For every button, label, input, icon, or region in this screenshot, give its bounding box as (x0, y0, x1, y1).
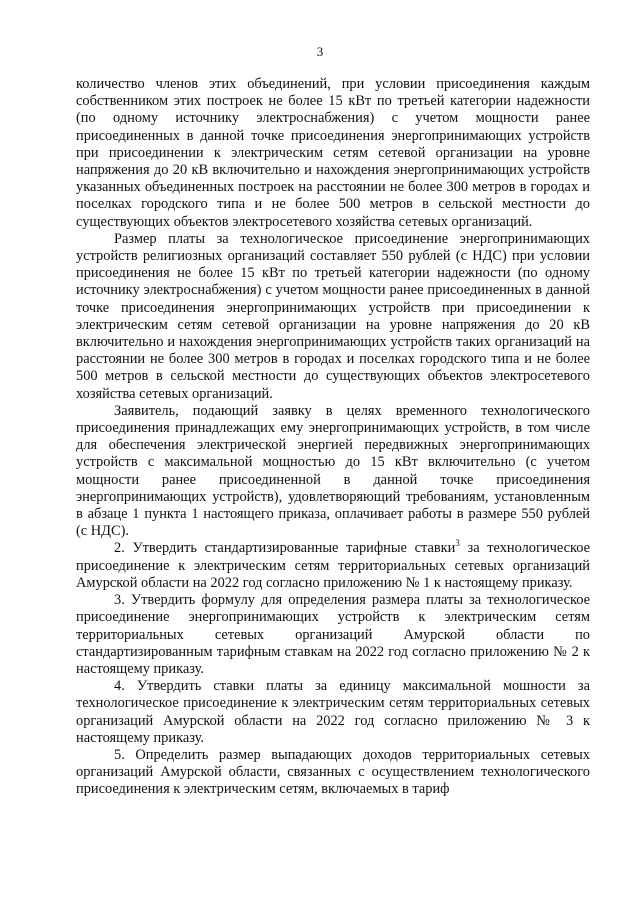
paragraph-continuation: количество членов этих объединений, при условии присоединения каждым собственником этих построек не более 15 кВт по третьей категории надежности (по одному источнику электроснабжения) с учетом мощности ранее присоединенных в данной точке присоединения энергопринимающих устройств при присоединении к электрическим сетям сетевой организации на уровне напряжения до 20 кВ включительно и нахождения энергопринимающих устройств указанных объединенных построек на расстоянии не более 300 метров в городах и поселках городского типа и не более 500 метров в сельской местности до существующих объектов электросетевого хозяйства сетевых организаций. (76, 76, 590, 230)
paragraph-temporary-connection-fee: Заявитель, подающий заявку в целях временного технологического присоединения принадлежащих ему энергопринимающих устройств, в том числе для обеспечения электрической энергией передвижных энергопринимающих устройств с максимальной мощностью до 15 кВт включительно (с учетом мощности ранее присоединенной в данной точке присоединения энергопринимающих устройств), удовлетворяющий требованиям, установленным в абзаце 1 пункта 1 настоящего приказа, оплачивает работы в размере 550 рублей (с НДС). (76, 402, 590, 540)
footnote-reference: 3 (455, 538, 460, 549)
paragraph-item-5: 5. Определить размер выпадающих доходов территориальных сетевых организаций Амурской области, связанных с осуществлением технологического присоединения к электрическим сетям, включаемых в тариф (76, 746, 590, 798)
paragraph-religious-organizations-fee: Размер платы за технологическое присоединение энергопринимающих устройств религиозных организаций составляет 550 рублей (с НДС) при условии присоединения не более 15 кВт по третьей категории надежности (по одному источнику электроснабжения) с учетом мощности ранее присоединенных в данной точке присоединения энергопринимающих устройств при присоединении к электрическим сетям сетевой организации на уровне напряжения до 20 кВ включительно и нахождения энергопринимающих устройств таких организаций на расстоянии не более 300 метров в городах и поселках городского типа и не более 500 метров в сельской местности до существующих объектов электросетевого хозяйства сетевых организаций. (76, 230, 590, 402)
paragraph-item-3: 3. Утвердить формулу для определения размера платы за технологическое присоединение энергопринимающих устройств к электрическим сетям территориальных сетевых организаций Амурской области по стандартизированным тарифным ставкам на 2022 год согласно приложению № 2 к настоящему приказу. (76, 592, 590, 677)
paragraph-item-4: 4. Утвердить ставки платы за единицу максимальной мошности за технологическое присоединение к электрическим сетям территориальных сетевых организаций Амурской области на 2022 год согласно приложению № 3 к настоящему приказу. (76, 678, 590, 746)
item-2-text-start: 2. Утвердить стандартизированные тарифные ставки (114, 540, 456, 557)
page-number: 3 (316, 44, 324, 59)
document-body (76, 76, 590, 799)
paragraph-item-2 (76, 540, 590, 592)
item-2-text-end: за технологическое присоединение к электрическим сетям территориальных сетевых организаций Амурской области на 2022 год согласно приложению № 1 к настоящему приказу. (76, 540, 590, 591)
